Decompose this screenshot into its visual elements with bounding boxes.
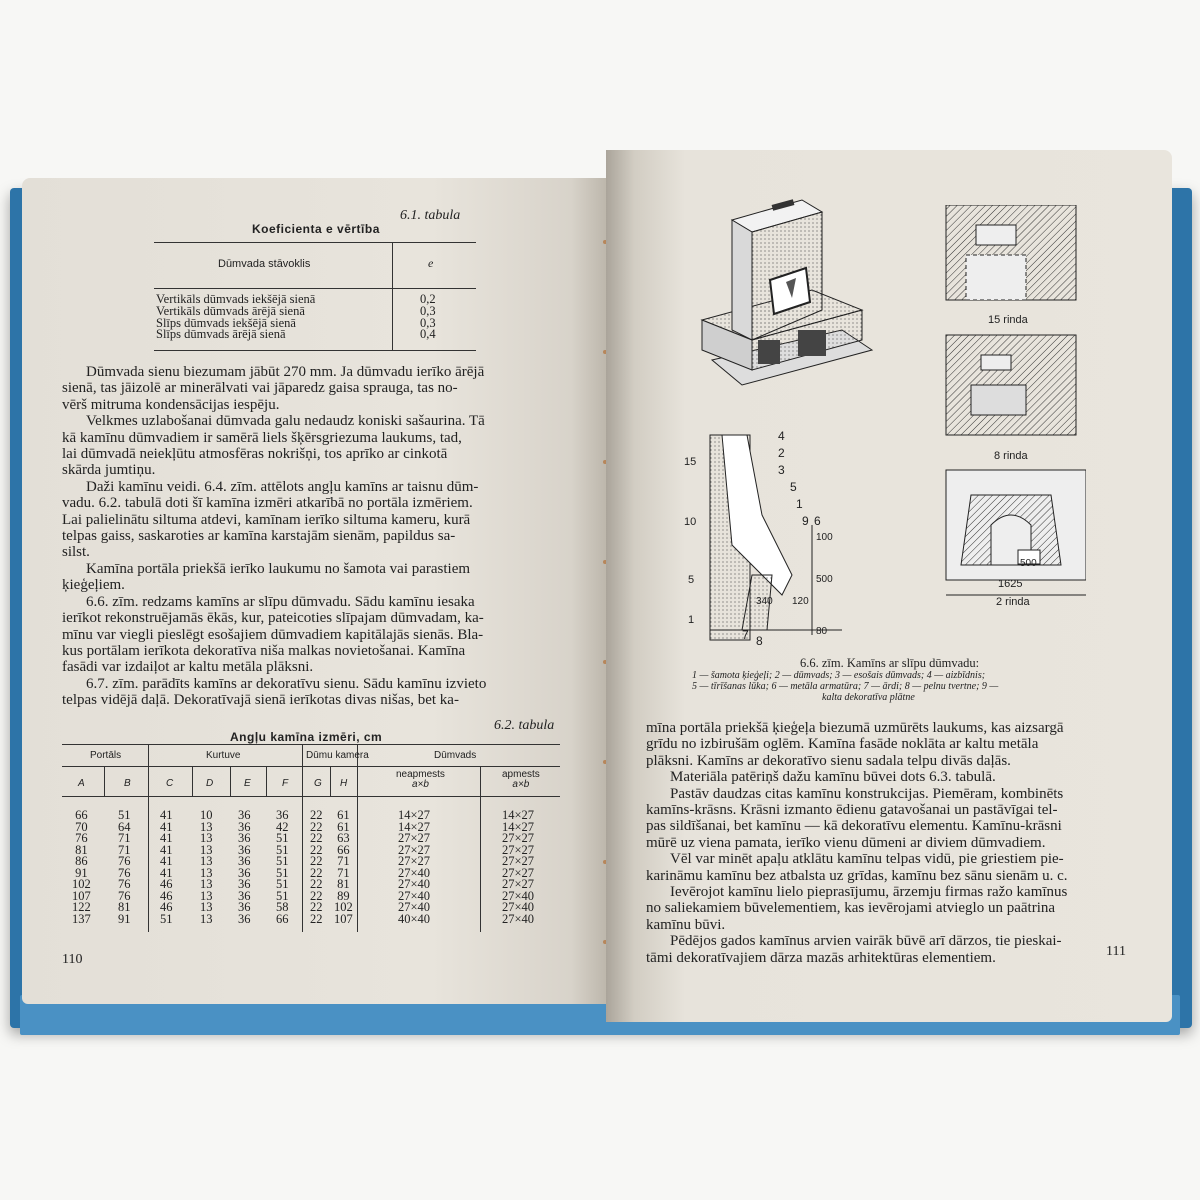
table1-row-label: Vertikāls dūmvads ārējā sienā	[156, 303, 305, 318]
table1-number: 6.1. tabula	[400, 208, 461, 223]
left-page	[22, 178, 606, 1004]
table2-cell: 27×27	[398, 831, 431, 845]
page-number-right: 111	[1106, 944, 1126, 959]
plan-label-row-8: 8 rinda	[994, 450, 1028, 462]
table2-cell: 40×40	[398, 911, 431, 926]
section-dim-340: 340	[756, 596, 773, 607]
table2-cell: 13	[200, 865, 213, 880]
table2-cell: 102	[334, 900, 353, 914]
fireplace-plan-views	[936, 205, 1086, 685]
table2-cell: 41	[160, 831, 173, 845]
table2-cell: 13	[200, 831, 213, 845]
section-callout-6: 6	[814, 514, 821, 528]
table2-cell: 81	[118, 900, 131, 914]
table2-cell: 51	[276, 877, 289, 891]
figure-caption-title: 6.6. zīm. Kamīns ar slīpu dūmvadu:	[800, 656, 980, 670]
plan-label-row-15: 15 rinda	[988, 314, 1028, 326]
table2-cell: 36	[238, 808, 251, 822]
table2-cell: 27×27	[502, 842, 535, 857]
table2-group-flue: Dūmvads	[434, 750, 477, 761]
table2-cell: 36	[238, 854, 251, 868]
left-body-text: Dūmvada sienu biezumam jābūt 270 mm. Ja dūmvadu ierīko ārējā sienā, tas jāizolē ar minerālvati vai jāparedz gaisa sprauga, tas no- vērš mitruma kondensācijas iespēju. Velkmes uzlabošanai dūmvada galu nedaudz koniski sašaurina. Tā kā kamīnu dūmvadiem ir samērā liels šķērsgriezuma laukums, tad, lai dūmvadā neiekļūtu atmosfēras nokrišņi, tos aprīko ar cinkotā skārda jumtiņu. Daži kamīnu veidi. 6.4. zīm. attēlots angļu kamīns ar taisnu dūm- vadu. 6.2. tabulā doti šī kamīna izmēri atkarībā no portāla izmēriem. Lai palielinātu siltuma atdevi, kamīnam ierīko siltuma kameru, kurā telpas gaiss, saskaroties ar kamīna karstajām sienām, papildus sa- silst. Kamīna portāla priekšā ierīko laukumu no šamota vai parastiem ķieģeļiem. 6.6. zīm. redzams kamīns ar slīpu dūmvadu. Sādu kamīnu iesaka ierīkot rekonstruējamās ēkās, kur, pateicoties slīpajam dūmvadam, ka- mīnu var viegli pieslēgt esošajiem dūmvadiem kapitālajās sienās. Bla- kus portālam ierīkota dekoratīva niša malkas novietošanai. Kamīna fasādi var izdaiļot ar kaltu metāla plāksni. 6.7. zīm. parādīts kamīns ar dekoratīvu sienu. Sādu kamīnu izvieto telpas vidējā daļā. Dekoratīvajā sienā ierīkotas divas nišas, bet ka-	[62, 364, 487, 709]
table2-cell: 10	[200, 808, 213, 822]
table2-flue-unplastered-header: neapmests a×b	[396, 769, 445, 790]
table2-cell: 22	[310, 911, 323, 926]
table2-cell: 86	[75, 854, 88, 868]
table2-cell: 36	[238, 865, 251, 880]
table2-cell: 46	[160, 877, 173, 891]
table2-cell: 22	[310, 865, 323, 880]
table2-divider	[192, 766, 193, 796]
right-body-text: mīna portāla priekšā ķieģeļa biezumā uzmūrēts laukums, kas aizsargā grīdu no izbirušām oglēm. Kamīna fasāde noklāta ar kaltu metāla plāksni. Kamīns ar dekoratīvo sienu sadala telpu divās daļās. Materiāla patēriņš dažu kamīnu būvei dots 6.3. tabulā. Pastāv daudzas citas kamīnu konstrukcijas. Piemēram, kombinēts kamīns-krāsns. Krāsni izmanto ēdienu gatavošanai un pastāvīgai tel- pas sildīšanai, bet kamīnu — kā dekoratīvu elementu. Kamīnu-krāsni mūrē uz viena pamata, ierīko vienu dūmeni ar diviem dūmvadiem. Vēl var minēt apaļu atklātu kamīnu telpas vidū, pie griestiem pie- karināmu kamīnu bez atbalsta uz grīdas, kamīnu bez sānu sienām u. c. Ievērojot kamīnu lielo pieprasījumu, ārzemju firmas ražo kamīnus no saliekamiem būvelementiem, kas ievērojami atvieglo un paātrina kamīnu būvi. Pēdējos gados kamīnus arvien vairāk būvē arī dārzos, tie pieskai- tāmi dekoratīvajiem dārza mazās arhitektūras elementiem.	[646, 720, 1068, 966]
table2-column-d	[200, 810, 213, 925]
table2-col-g: G	[314, 778, 322, 789]
table2-cell: 13	[200, 819, 213, 834]
plan-dim-500: 500	[1020, 558, 1037, 569]
table2-cell: 91	[75, 865, 88, 880]
table2-cell: 137	[72, 911, 91, 926]
table2-cell: 36	[238, 911, 251, 926]
table2-cell: 51	[276, 888, 289, 903]
table2-cell: 41	[160, 842, 173, 857]
table2-column-flue-unplastered	[398, 810, 430, 925]
table2-divider	[302, 744, 303, 932]
section-callout-7: 7	[742, 628, 749, 642]
table2-cell: 51	[276, 854, 289, 868]
table2-title: Angļu kamīna izmēri, cm	[230, 730, 383, 744]
table2-col-d: D	[206, 778, 214, 789]
table1-col-divider	[392, 242, 393, 288]
table2-cell: 61	[337, 808, 350, 822]
table2-cell: 13	[200, 888, 213, 903]
table2-cell: 41	[160, 819, 173, 834]
fireplace-isometric-drawing	[692, 170, 892, 400]
table2-col-f: F	[282, 778, 289, 789]
table2-top-rule	[62, 744, 560, 745]
course-1: 1	[688, 614, 695, 626]
table1-row-value: 0,4	[420, 327, 436, 342]
table2-cell: 13	[200, 911, 213, 926]
table2-cell: 64	[118, 819, 131, 834]
table2-cell: 66	[337, 842, 350, 857]
table2-cell: 63	[337, 831, 350, 845]
table1-row-label: Slīps dūmvads iekšējā sienā	[156, 315, 296, 330]
table2-cell: 42	[276, 819, 289, 834]
table2-cell: 22	[310, 808, 323, 822]
table2-cell: 13	[200, 900, 213, 914]
table1-header-e: e	[428, 256, 434, 270]
table2-divider	[266, 766, 267, 796]
table2-cell: 36	[238, 877, 251, 891]
table1-row-value: 0,3	[420, 303, 436, 318]
table2-cell: 51	[160, 911, 173, 926]
table2-cell: 22	[310, 831, 323, 845]
table1-row-value: 0,3	[420, 315, 436, 330]
table1-header-rule	[154, 288, 476, 289]
table1-row	[156, 294, 315, 341]
table2-cell: 107	[72, 888, 91, 903]
table2-cell: 71	[337, 865, 350, 880]
section-callouts: 4 2 3 5 1	[778, 429, 803, 511]
table2-cell: 51	[276, 865, 289, 880]
table2-cell: 14×27	[502, 819, 535, 834]
table2-cell: 27×40	[398, 888, 431, 903]
section-dim-80: 80	[816, 626, 828, 637]
table2-cell: 122	[72, 900, 91, 914]
plan-dim-1625: 1625	[998, 578, 1023, 590]
table2-column-c	[160, 810, 173, 925]
table2-column-a	[72, 810, 91, 925]
table2-divider	[330, 766, 331, 796]
table2-cell: 22	[310, 854, 323, 868]
table2-cell: 41	[160, 854, 173, 868]
table2-header-rule	[62, 796, 560, 797]
table2-column-b	[118, 810, 131, 925]
table2-cell: 66	[75, 808, 88, 822]
table2-cell: 22	[310, 819, 323, 834]
table2-cell: 27×27	[502, 831, 535, 845]
table2-column-g	[310, 810, 323, 925]
table2-group-firebox: Kurtuve	[206, 750, 241, 761]
table2-cell: 76	[75, 831, 88, 845]
table2-col-b: B	[124, 778, 131, 789]
table2-cell: 27×40	[398, 865, 431, 880]
table2-cell: 27×40	[502, 900, 535, 914]
table1-title: Koeficienta e vērtība	[252, 222, 380, 236]
table2-cell: 61	[337, 819, 350, 834]
table2-cell: 71	[118, 831, 131, 845]
table1-row-value: 0,2	[420, 292, 436, 306]
table2-cell: 81	[75, 842, 88, 857]
table2-cell: 66	[276, 911, 289, 926]
table2-cell: 27×27	[502, 865, 535, 880]
table2-cell: 22	[310, 842, 323, 857]
table2-divider	[148, 744, 149, 932]
table2-cell: 27×40	[502, 888, 535, 903]
table2-cell: 22	[310, 877, 323, 891]
figure-caption-legend: 1 — šamota ķieģeļi; 2 — dūmvads; 3 — esošais dūmvads; 4 — aizbīdnis; 5 — tīrīšanas lūka; 6 — metāla armatūra; 7 — ārdi; 8 — pelnu tvertne; 9 — kalta dekoratīva plātne	[692, 670, 999, 703]
table2-cell: 13	[200, 842, 213, 857]
table2-divider	[230, 766, 231, 796]
table1-header-state: Dūmvada stāvoklis	[218, 258, 311, 270]
course-5: 5	[688, 574, 695, 586]
table2-cell: 81	[337, 877, 350, 891]
table2-cell: 51	[276, 831, 289, 845]
table2-cell: 27×27	[502, 877, 535, 891]
table2-cell: 14×27	[398, 808, 431, 822]
table2-cell: 36	[238, 819, 251, 834]
table2-cell: 71	[118, 842, 131, 857]
table2-cell: 89	[337, 888, 350, 903]
table2-cell: 70	[75, 819, 88, 834]
table2-divider	[480, 766, 481, 932]
table2-cell: 36	[276, 808, 289, 822]
table2-cell: 58	[276, 900, 289, 914]
table2-number: 6.2. tabula	[494, 718, 555, 733]
table2-col-a: A	[78, 778, 85, 789]
section-dim-500: 500	[816, 574, 833, 585]
table2-cell: 76	[118, 865, 131, 880]
table2-cell: 36	[238, 831, 251, 845]
section-dim-120: 120	[792, 596, 809, 607]
table2-cell: 36	[238, 888, 251, 903]
table1-values	[420, 294, 436, 341]
table2-cell: 14×27	[502, 808, 535, 822]
table2-col-e: E	[244, 778, 251, 789]
table2-cell: 76	[118, 854, 131, 868]
table2-column-flue-plastered	[502, 810, 534, 925]
table1-row-label: Vertikāls dūmvads iekšējā sienā	[156, 292, 316, 306]
table2-cell: 51	[276, 842, 289, 857]
plan-label-row-2: 2 rinda	[996, 596, 1030, 608]
table1-row-label: Slīps dūmvads ārējā sienā	[156, 327, 286, 342]
table2-cell: 27×40	[398, 900, 431, 914]
table2-cell: 36	[238, 900, 251, 914]
table1-bottom-rule	[154, 350, 476, 351]
table2-cell: 102	[72, 877, 91, 891]
table2-cell: 27×40	[398, 877, 431, 891]
table2-col-c: C	[166, 778, 174, 789]
table2-cell: 76	[118, 888, 131, 903]
table2-col-h: H	[340, 778, 348, 789]
table2-cell: 71	[337, 854, 350, 868]
right-page	[606, 150, 1172, 1022]
section-callout-8: 8	[756, 634, 763, 648]
table2-column-e	[238, 810, 251, 925]
table2-cell: 14×27	[398, 819, 431, 834]
table2-group-rule	[62, 766, 560, 767]
table2-group-portal: Portāls	[90, 750, 122, 761]
table2-flue-plastered-header: apmests a×b	[502, 769, 540, 790]
table2-cell: 22	[310, 888, 323, 903]
table2-group-smoke-chamber: Dūmu kamera	[306, 750, 369, 761]
table2-cell: 41	[160, 865, 173, 880]
table2-cell: 27×27	[502, 854, 535, 868]
table2-cell: 51	[118, 808, 131, 822]
table2-cell: 13	[200, 877, 213, 891]
table2-cell: 46	[160, 888, 173, 903]
table2-cell: 13	[200, 854, 213, 868]
table2-cell: 27×27	[398, 854, 431, 868]
table2-cell: 41	[160, 808, 173, 822]
table2-cell: 36	[238, 842, 251, 857]
section-dim-100: 100	[816, 532, 833, 543]
table1-top-rule	[154, 242, 476, 243]
table2-cell: 107	[334, 911, 353, 926]
table2-cell: 27×27	[398, 842, 431, 857]
table2-cell: 46	[160, 900, 173, 914]
table2-cell: 76	[118, 877, 131, 891]
table2-cell: 91	[118, 911, 131, 926]
table2-divider	[104, 766, 105, 796]
section-callout-9: 9	[802, 514, 809, 528]
table2-cell: 22	[310, 900, 323, 914]
table2-column-f	[276, 810, 289, 925]
table2-cell: 27×40	[502, 911, 535, 926]
page-number-left: 110	[62, 952, 83, 967]
table2-column-h	[334, 810, 353, 925]
table1-col-divider-body	[392, 288, 393, 350]
course-10: 10	[684, 516, 697, 528]
course-15: 15	[684, 456, 697, 468]
table2-divider	[357, 744, 358, 932]
